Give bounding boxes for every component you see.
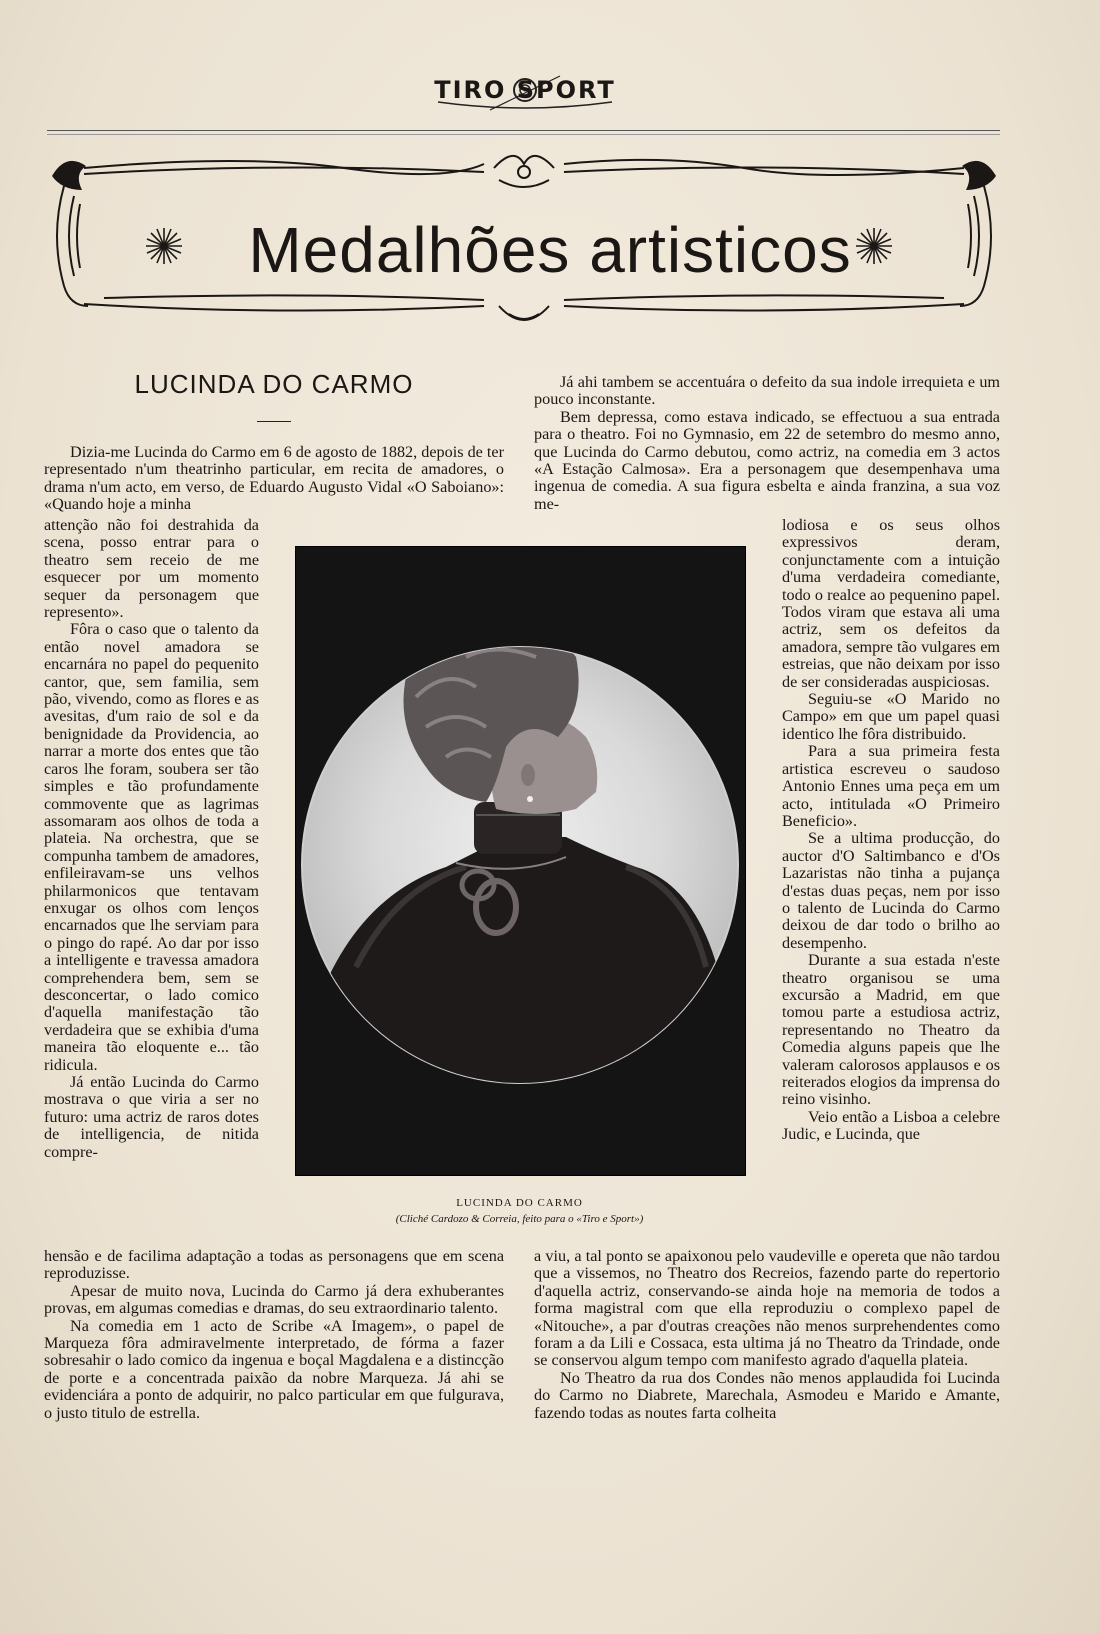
article-title: Medalhões artisticos (248, 214, 852, 286)
subtitle-rule (257, 421, 291, 422)
column-right-top (534, 374, 1000, 513)
header-rule (47, 130, 1000, 131)
masthead-logo (430, 70, 620, 116)
paragraph: Apesar de muito nova, Lucinda do Carmo já dera exhuberantes provas, em algumas comedias e dramas, do seu extraordinario talento. (44, 1281, 504, 1318)
paragraph: No Theatro da rua dos Condes não menos applaudida foi Lucinda do Carmo no Diabrete, Marechala, Asmodeu e Marido e Amante, fazendo todas as noutes farta colheita (534, 1368, 1000, 1422)
photo-caption: LUCINDA DO CARMO (456, 1197, 583, 1209)
article-subtitle: LUCINDA DO CARMO (134, 369, 414, 399)
photo-credit: (Cliché Cardozo & Correia, feito para o «Tiro e Sport») (395, 1213, 644, 1225)
paragraph: Já ahi tambem se accentuára o defeito da sua indole irrequieta e um pouco inconstante. (534, 373, 1000, 409)
column-left-narrow (44, 517, 259, 1161)
paragraph: hensão e de facilima adaptação a todas as personagens que em scena reproduzisse. (44, 1247, 504, 1283)
paragraph: Bem depressa, como estava indicado, se effectuou a sua entrada para o theatro. Foi no Gymnasio, em 22 de setembro do mesmo anno, que Lucinda do Carmo debutou, como actriz, na comedia em 3 actos «A Estação Calmosa». Era a personagem que desempenhava uma ingenua de comedia. A sua figura esbelta e ainda franzina, a sua voz me- (534, 407, 1000, 513)
masthead-text: TIRO SPORT (434, 76, 616, 104)
paragraph: Dizia-me Lucinda do Carmo em 6 de agosto de 1882, depois de ter representado n'um theatrinho particular, em recita de amadores, o drama n'um acto, em verso, de Eduardo Augusto Vidal «O Saboiano»: «Quando hoje a minha (44, 443, 504, 514)
column-right-narrow (782, 517, 1000, 1144)
paragraph: a viu, a tal ponto se apaixonou pelo vaudeville e opereta que não tardou que a vissemos, no Theatro dos Recreios, fazendo parte do repertorio d'aquella actriz, conservando-se ainda hoje na memoria de todos a forma magistral com que ella reproduziu o complexo papel de «Nitouche», a par d'outras creações não menos surprehendentes como foram a da Lili e Cossaca, esta ultima já no Theatro da Trindade, onde se conservou algum tempo com manifesto agrado d'aquella plateia. (534, 1247, 1000, 1370)
paragraph: Veio então a Lisboa a celebre Judic, e Lucinda, que (782, 1107, 1000, 1144)
column-right-bottom (534, 1248, 1000, 1422)
paragraph: Se a ultima producção, do auctor d'O Saltimbanco e d'Os Lazaristas não tinha a pujança d'estas duas peças, nem por isso o talento de Lucinda do Carmo deixou de dar todo o brilho ao desempenho. (782, 829, 1000, 952)
portrait-photo (295, 546, 746, 1176)
header-rule-thin (47, 134, 1000, 135)
paragraph: Para a sua primeira festa artistica escreveu o saudoso Antonio Ennes uma peça em um acto, intitulada «O Primeiro Beneficio». (782, 742, 1000, 830)
paragraph: Na comedia em 1 acto de Scribe «A Imagem», o papel de Marqueza fôra admiravelmente interpretado, de fórma a fazer sobresahir o lado comico da ingenua e boçal Magdalena e a distincção de porte e a concentrada paixão da nobre Marqueza. Já ahi se evidenciára a ponto de adquirir, no palco particular em que fulgurava, o justo titulo de estrella. (44, 1316, 504, 1422)
paragraph: Fôra o caso que o talento da então novel amadora se encarnára no papel do pequenito cantor, que, sem familia, sem pão, vivendo, como as flores e as avesitas, d'um raio de sol e da benignidade da Providencia, ao narrar a morte dos entes que tão caros lhe foram, soubera ser tão simples e tão profundamente commovente que as lagrimas assomaram aos olhos de toda a plateia. Na orchestra, que se compunha tambem de amadores, enfileiravam-se uns velhos philarmonicos que tentavam enxugar os olhos com lenços encarnados que lhe serviam para o pingo do rapé. Ao dar por isso a intelligente e travessa amadora comprehendera bem, sem se desconcertar, o lado comico d'aquella manifestação tão verdadeira que se exhibia d'uma maneira tão eloquente e... tão ridicula. (44, 620, 259, 1074)
paragraph: attenção não foi destrahida da scena, posso entrar para o theatro sem receio de me esquecer por um momento sequer da personagem que represento». (44, 516, 259, 622)
paragraph: Durante a sua estada n'este theatro organisou se uma excursão a Madrid, em que tomou parte a estudiosa actriz, representando no Theatro da Comedia alguns papeis que lhe valeram calorosos applausos e os reiterados elogios da imprensa do reino visinho. (782, 951, 1000, 1109)
paragraph: lodiosa e os seus olhos expressivos deram, conjunctamente com a intuição d'uma verdadeira comediante, todo o realce ao pequenino papel. Todos viram que estava ali uma actriz, sem os defeitos da amadora, sempre tão vulgares em estreias, que não deixam por isso de ser consideradas auspiciosas. (782, 516, 1000, 691)
column-left-bottom (44, 1248, 504, 1422)
paragraph: Já então Lucinda do Carmo mostrava o que viria a ser no futuro: uma actriz de raros dotes de intelligencia, de nitida compre- (44, 1073, 259, 1161)
paragraph: Seguiu-se «O Marido no Campo» em que um papel quasi identico lhe fôra distribuido. (782, 690, 1000, 743)
column-left-intro (44, 444, 504, 514)
